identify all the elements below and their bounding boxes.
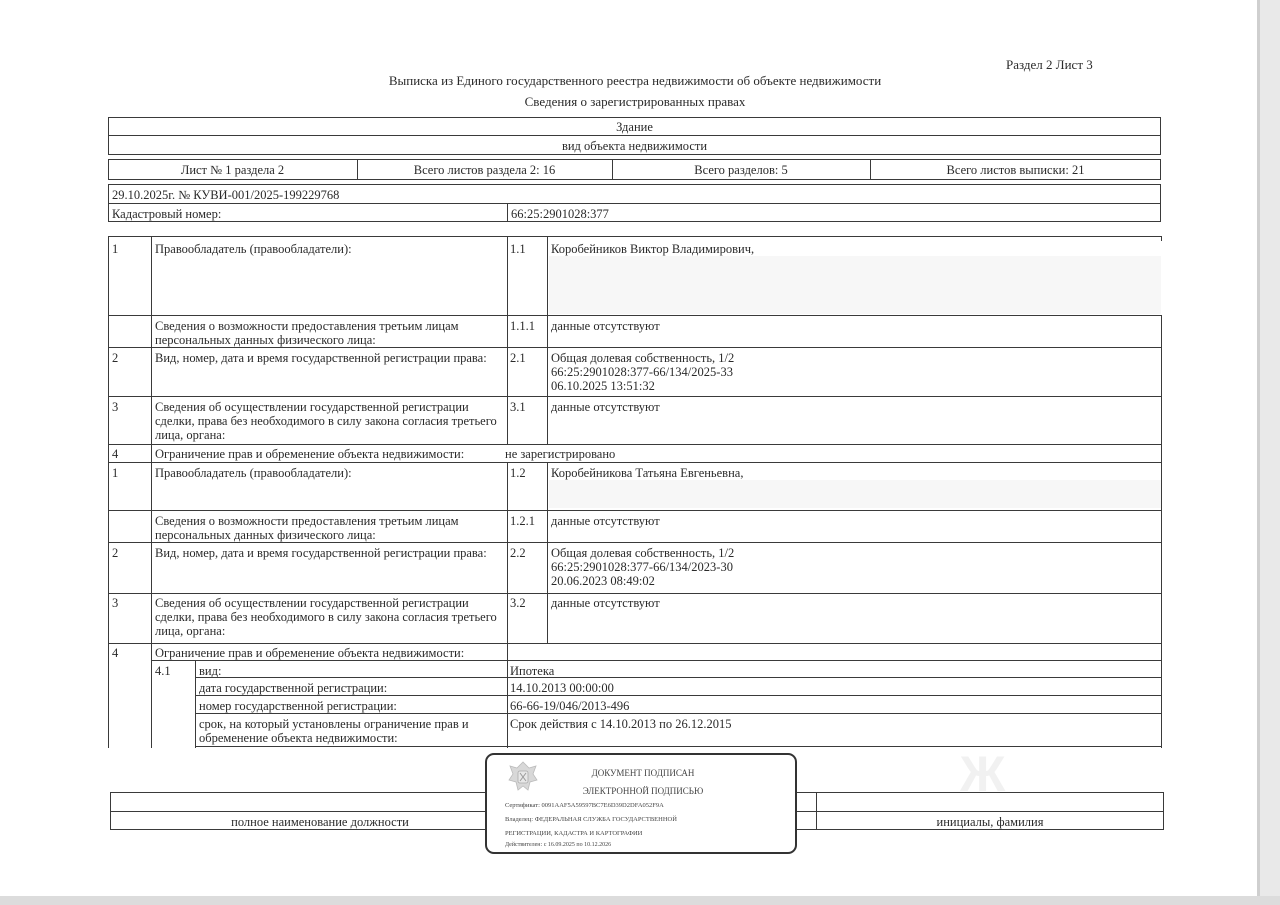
table-right-border <box>1161 444 1162 748</box>
row-divider <box>108 347 1161 348</box>
row-divider <box>108 462 1161 463</box>
reg-line-date: 06.10.2025 13:51:32 <box>551 379 655 393</box>
reg-line-number: 66:25:2901028:377-66/134/2025-33 <box>551 365 733 379</box>
encumbrance-value: 66-66-19/046/2013-496 <box>510 699 630 713</box>
encumbrance-label: дата государственной регистрации: <box>199 681 388 695</box>
restriction-label: Ограничение прав и обременение объекта недвижимости: <box>155 646 465 660</box>
encumbrance-label: номер государственной регистрации: <box>199 699 397 713</box>
row-divider <box>108 542 1161 543</box>
stamp-line2: ЭЛЕКТРОННОЙ ПОДПИСЬЮ <box>582 786 704 796</box>
object-type-caption: вид объекта недвижимости <box>561 139 708 153</box>
row-divider <box>195 677 1161 678</box>
extract-reference: 29.10.2025г. № КУВИ-001/2025-199229768 <box>112 188 340 202</box>
row-number: 3 <box>112 596 119 610</box>
restriction-value: не зарегистрировано <box>505 447 616 461</box>
section-sheet-label: Раздел 2 Лист 3 <box>1006 57 1093 72</box>
deal-label: Сведения об осуществлении государственной регистрации сделки, права без необходимого в силу закона согласия третьего лица, органа: <box>155 400 497 442</box>
reg-label: Вид, номер, дата и время государственной регистрации права: <box>155 351 487 365</box>
pd-label: Сведения о возможности предоставления третьим лицам персональных данных физического лица: <box>155 514 459 542</box>
reg-line-number: 66:25:2901028:377-66/134/2023-30 <box>551 560 733 574</box>
col-divider <box>195 660 196 748</box>
total-sheets-section: Всего листов раздела 2: 16 <box>413 163 556 177</box>
col-divider <box>151 236 152 748</box>
reg-line-type: Общая долевая собственность, 1/2 <box>551 546 735 560</box>
reg-line-date: 20.06.2023 08:49:02 <box>551 574 655 588</box>
encumbrance-index: 4.1 <box>155 664 171 678</box>
row-divider <box>195 695 1161 696</box>
page-edge <box>1257 0 1280 905</box>
e-signature-stamp <box>485 753 797 854</box>
row-number: 1 <box>112 242 119 256</box>
holder-label: Правообладатель (правообладатели): <box>155 466 352 480</box>
divider <box>108 203 1161 204</box>
row-divider <box>108 510 1161 511</box>
encumbrance-value: 14.10.2013 00:00:00 <box>510 681 614 695</box>
encumbrance-value: Срок действия с 14.10.2013 по 26.12.2015 <box>510 717 732 731</box>
row-number: 2 <box>112 546 119 560</box>
cadastral-number-label: Кадастровый номер: <box>112 207 222 221</box>
row-number: 1 <box>112 466 119 480</box>
table-bottom-border <box>195 746 1161 747</box>
row-divider <box>108 315 1161 316</box>
stamp-owner-line1: Владелец: ФЕДЕРАЛЬНАЯ СЛУЖБА ГОСУДАРСТВЕННОЙ <box>505 816 677 823</box>
reg-label: Вид, номер, дата и время государственной регистрации права: <box>155 546 487 560</box>
holder-label: Правообладатель (правообладатели): <box>155 242 352 256</box>
row-divider <box>195 713 1161 714</box>
row-divider <box>108 444 1161 445</box>
deal-index: 3.1 <box>510 400 526 414</box>
row-number: 4 <box>112 646 119 660</box>
table-top-border <box>108 236 1161 237</box>
stamp-validity: Действителен: с 16.09.2025 по 10.12.2026 <box>505 842 612 848</box>
col-divider <box>547 236 548 444</box>
encumbrance-label: вид: <box>199 664 222 678</box>
pd-label: Сведения о возможности предоставления третьим лицам персональных данных физического лица: <box>155 319 459 347</box>
deal-label: Сведения об осуществлении государственной регистрации сделки, права без необходимого в силу закона согласия третьего лица, органа: <box>155 596 497 638</box>
row-divider <box>108 643 1161 644</box>
object-type-value: Здание <box>616 120 653 134</box>
encumbrance-label: срок, на который установлены ограничение прав и обременение объекта недвижимости: <box>199 717 469 745</box>
pd-value: данные отсутствуют <box>551 319 660 333</box>
deal-index: 3.2 <box>510 596 526 610</box>
pd-value: данные отсутствуют <box>551 514 660 528</box>
redacted-area <box>549 256 1161 314</box>
row-divider <box>151 660 1161 661</box>
reg-index: 2.2 <box>510 546 526 560</box>
reg-index: 2.1 <box>510 351 526 365</box>
deal-value: данные отсутствуют <box>551 596 660 610</box>
stamp-line1: ДОКУМЕНТ ПОДПИСАН <box>591 768 695 778</box>
row-number: 3 <box>112 400 119 414</box>
document-subtitle: Сведения о зарегистрированных правах <box>524 94 746 109</box>
encumbrance-value: Ипотека <box>510 664 555 678</box>
divider <box>1161 236 1162 241</box>
holder-index: 1.2 <box>510 466 526 480</box>
stamp-owner-line2: РЕГИСТРАЦИИ, КАДАСТРА И КАРТОГРАФИИ <box>505 830 643 837</box>
restriction-label: Ограничение прав и обременение объекта недвижимости: <box>155 447 465 461</box>
row-divider <box>108 593 1161 594</box>
pd-index: 1.2.1 <box>510 514 535 528</box>
redacted-area <box>549 480 1161 508</box>
row-number: 2 <box>112 351 119 365</box>
row-number: 4 <box>112 447 119 461</box>
pd-index: 1.1.1 <box>510 319 535 333</box>
cadastral-number-value: 66:25:2901028:377 <box>511 207 609 221</box>
holder-name: Коробейникова Татьяна Евгеньевна, <box>551 466 744 480</box>
stamp-certificate: Сертификат: 0091AAF5A59597BC7E6D39D2DFA052F9A <box>505 802 664 809</box>
holder-name: Коробейников Виктор Владимирович, <box>551 242 755 256</box>
document-title: Выписка из Единого государственного реестра недвижимости об объекте недвижимости <box>388 73 882 88</box>
table-left-border <box>108 236 109 748</box>
sheet-number: Лист № 1 раздела 2 <box>180 163 285 177</box>
deal-value: данные отсутствуют <box>551 400 660 414</box>
divider <box>108 135 1161 136</box>
row-divider <box>108 396 1161 397</box>
total-sections: Всего разделов: 5 <box>694 163 788 177</box>
col-divider <box>547 462 548 643</box>
holder-index: 1.1 <box>510 242 526 256</box>
col-divider <box>1161 315 1162 444</box>
divider <box>507 203 508 222</box>
watermark-logo: Ж <box>960 746 1006 802</box>
name-caption: инициалы, фамилия <box>936 815 1044 829</box>
total-sheets-extract: Всего листов выписки: 21 <box>946 163 1085 177</box>
page-edge <box>0 896 1280 905</box>
reg-line-type: Общая долевая собственность, 1/2 <box>551 351 735 365</box>
col-divider <box>507 462 508 643</box>
col-divider <box>507 236 508 444</box>
position-caption: полное наименование должности <box>231 815 409 829</box>
